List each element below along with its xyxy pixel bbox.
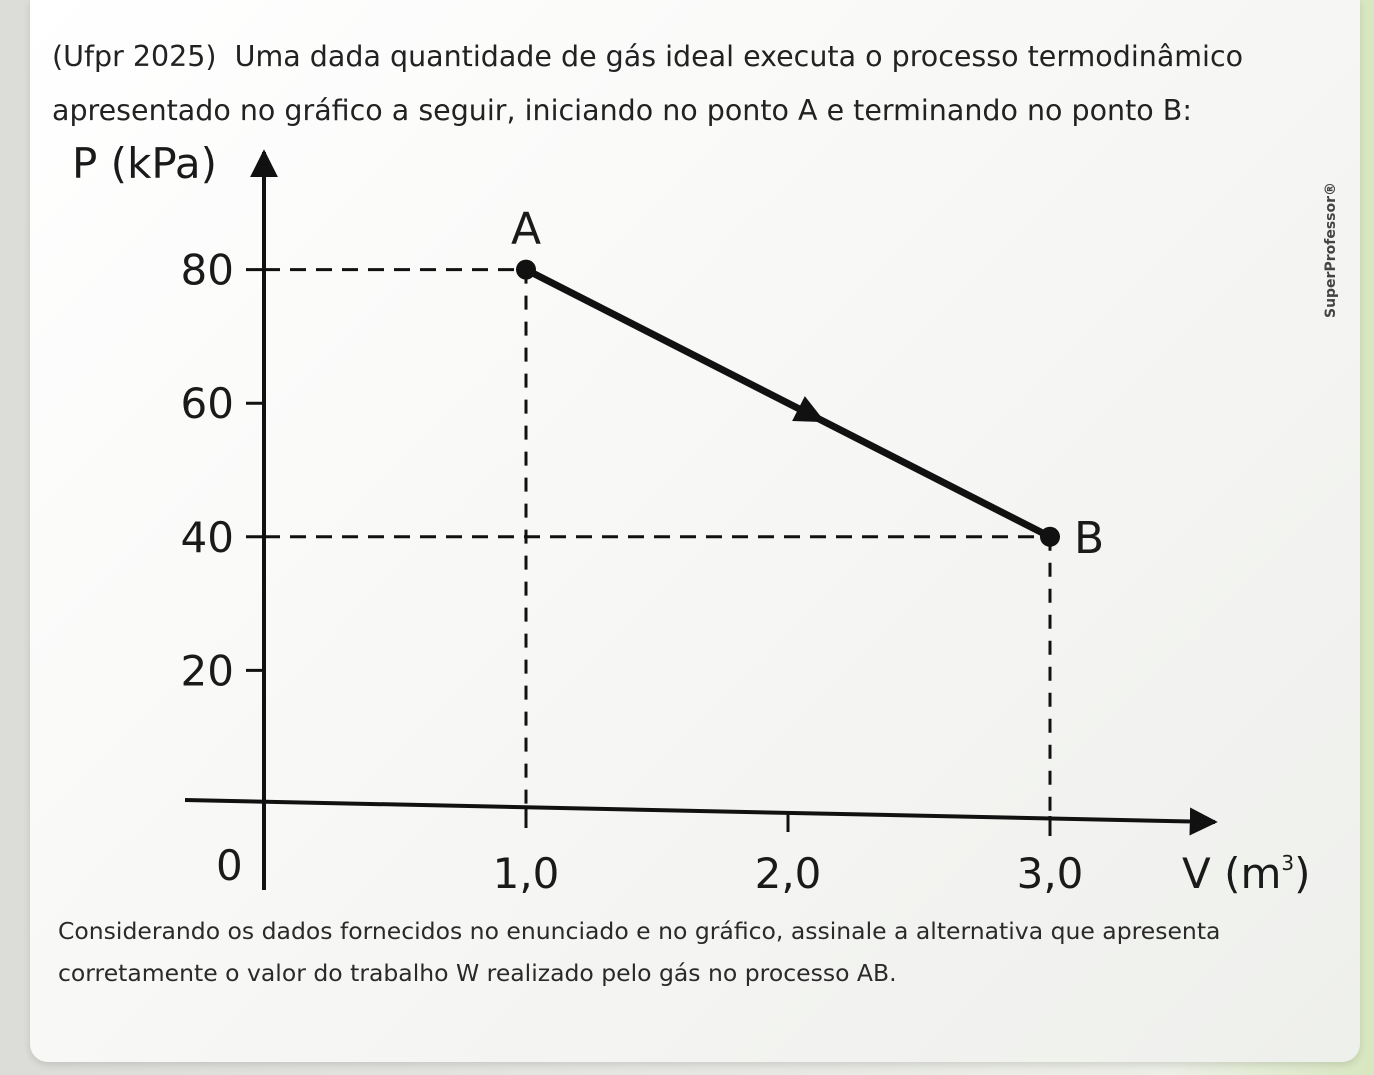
y-tick-label-60: 60 [180, 379, 234, 429]
chart-labels [72, 139, 1311, 898]
question-source: (Ufpr 2025) [52, 40, 217, 73]
guide-lines [264, 270, 1050, 816]
statement-text: Uma dada quantidade de gás ideal executa o processo termodinâmico apresentado no gráfico a seguir, iniciando no ponto A e terminando no ponto B: [52, 40, 1244, 127]
y-tick-label-20: 20 [180, 646, 234, 696]
point-label-A: A [510, 203, 542, 255]
y-axis-label: P (kPa) [72, 139, 217, 188]
process-line-AB [526, 270, 1050, 537]
question-prompt: Considerando os dados fornecidos no enunciado e no gráfico, assinale a alternativa que apresenta corretamente o valor do trabalho W realizado pelo gás no processo AB. [58, 917, 1221, 987]
point-B [1040, 527, 1060, 547]
x-tick-label-2: 2,0 [754, 849, 822, 898]
y-tick-label-80: 80 [180, 245, 234, 295]
watermark-label: SuperProfessor® [1323, 181, 1339, 319]
axes [185, 152, 1215, 890]
y-tick-label-40: 40 [180, 512, 234, 562]
x-axis-label: V $(m^3)$ [1182, 849, 1311, 898]
x-tick-label-3: 3,0 [1016, 849, 1084, 898]
process-path [511, 204, 1104, 564]
point-A [516, 260, 536, 280]
x-tick-label-1: 1,0 [492, 849, 560, 898]
ticks [181, 246, 1084, 898]
x-axis [185, 800, 1215, 822]
point-label-B: B [1074, 512, 1105, 564]
origin-label: 0 [216, 841, 243, 890]
